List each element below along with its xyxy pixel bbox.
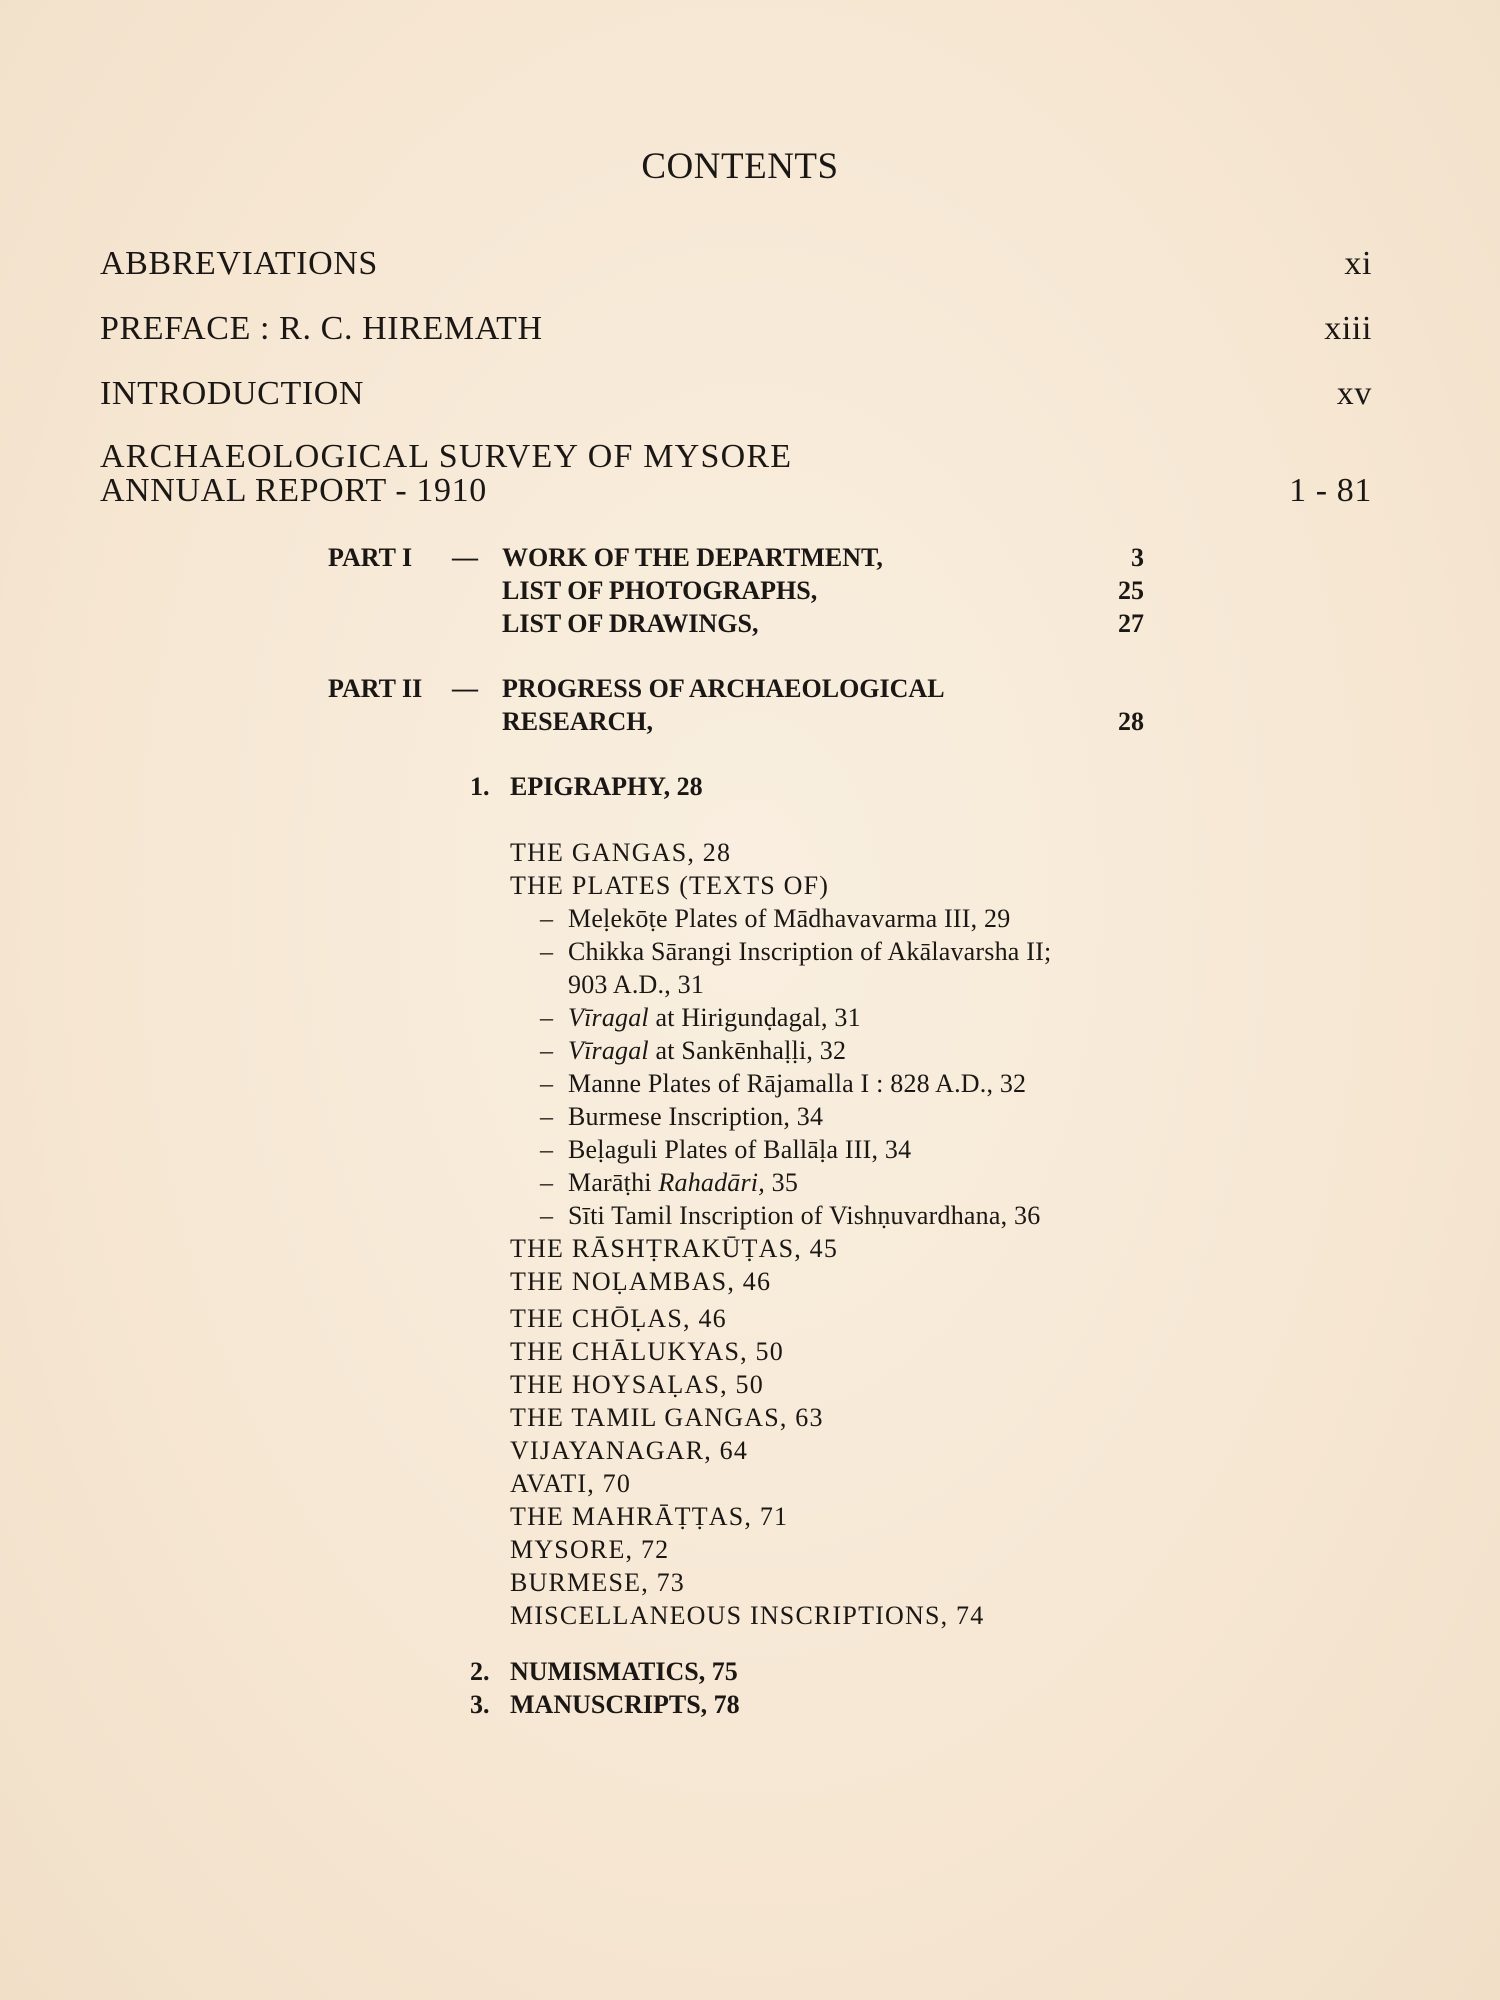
epigraphy-entries <box>510 836 1210 1632</box>
report-title-line2: ANNUAL REPORT - 1910 <box>100 472 487 509</box>
section-title: EPIGRAPHY, 28 <box>510 772 703 801</box>
list-item-sub <box>540 1199 1210 1232</box>
dash-marker: – <box>540 1069 554 1098</box>
part-2-row <box>328 672 1144 705</box>
dash-marker: – <box>540 1036 554 1065</box>
list-item: MYSORE, 72 <box>510 1535 670 1564</box>
part-1-item-text: LIST OF PHOTOGRAPHS, <box>502 576 818 605</box>
sub-entry-text: Chikka Sārangi Inscription of Akālavarsha II; <box>568 937 1052 966</box>
list-item: VIJAYANAGAR, 64 <box>510 1436 749 1465</box>
list-item-sub <box>540 1001 1210 1034</box>
part-2-label: PART II <box>328 674 423 703</box>
list-item-sub <box>540 1166 1210 1199</box>
part-2-text-line2: RESEARCH, <box>502 707 653 736</box>
part-1-dash: — <box>452 543 478 572</box>
sub-entry-italic: Vīragal <box>568 1036 649 1065</box>
sub-entry-text: Marāṭhi <box>568 1168 659 1197</box>
list-item: THE PLATES (TEXTS OF) <box>510 871 830 900</box>
part-1-item-text: LIST OF DRAWINGS, <box>502 609 759 638</box>
sub-entry-text: 35 <box>764 1168 799 1197</box>
list-item: THE TAMIL GANGAS, 63 <box>510 1403 824 1432</box>
list-item: THE GANGAS, 28 <box>510 838 732 867</box>
part-1-item-page: 25 <box>1118 576 1144 605</box>
list-item: THE RĀSHṬRAKŪṬAS, 45 <box>510 1234 839 1263</box>
sub-entry-italic: Vīragal <box>568 1003 649 1032</box>
toc-entry-introduction <box>100 375 1372 413</box>
sub-entry-text: Manne Plates of Rājamalla I : 828 A.D., 32 <box>568 1069 1027 1098</box>
sub-entry-text: Beḷaguli Plates of Ballāḷa III, 34 <box>568 1135 912 1164</box>
toc-entry-page: xi <box>1344 245 1372 282</box>
sub-entry-text: Burmese Inscription, 34 <box>568 1102 824 1131</box>
list-item: AVATI, 70 <box>510 1469 632 1498</box>
dash-marker: – <box>540 937 554 966</box>
list-item: MISCELLANEOUS INSCRIPTIONS, 74 <box>510 1601 985 1630</box>
toc-entry-preface <box>100 310 1372 348</box>
part-1-item-text: WORK OF THE DEPARTMENT, <box>502 543 883 572</box>
toc-entry-label: INTRODUCTION <box>100 375 365 412</box>
section-number: 3. <box>470 1690 490 1719</box>
section-title: MANUSCRIPTS, 78 <box>510 1690 740 1719</box>
dash-marker: – <box>540 1003 554 1032</box>
toc-entry-abbreviations <box>100 245 1372 283</box>
part-2-page: 28 <box>1118 707 1144 736</box>
sub-entry-text: at Hirigunḍagal, 31 <box>648 1003 861 1032</box>
list-item-sub <box>540 1034 1210 1067</box>
dash-marker: – <box>540 1135 554 1164</box>
list-item-sub <box>540 1067 1210 1100</box>
part-1-item-page: 27 <box>1118 609 1144 638</box>
list-item-sub <box>540 935 1210 1001</box>
part-1-row <box>328 541 1144 574</box>
dash-marker: – <box>540 904 554 933</box>
dash-marker: – <box>540 1168 554 1197</box>
part-1-row <box>328 607 1144 640</box>
part-1-block <box>328 541 1144 640</box>
sub-entry-text: Sīti Tamil Inscription of Vishṇuvardhana, 36 <box>568 1201 1041 1230</box>
page-title: CONTENTS <box>641 146 839 187</box>
list-item: THE HOYSAḶAS, 50 <box>510 1370 764 1399</box>
toc-entry-label: PREFACE : R. C. HIREMATH <box>100 310 543 347</box>
toc-entry-page: xiii <box>1324 310 1372 347</box>
part-1-row <box>328 574 1144 607</box>
sections-2-3 <box>470 1655 740 1721</box>
section-manuscripts <box>470 1688 740 1721</box>
list-item: THE NOḶAMBAS, 46 <box>510 1267 772 1296</box>
list-item: THE MAHRĀṬṬAS, 71 <box>510 1502 789 1531</box>
list-item: BURMESE, 73 <box>510 1568 686 1597</box>
part-2-dash: — <box>452 674 478 703</box>
toc-entry-label: ABBREVIATIONS <box>100 245 378 282</box>
dash-marker: – <box>540 1201 554 1230</box>
section-epigraphy <box>470 770 703 803</box>
part-1-label: PART I <box>328 543 413 572</box>
section-numismatics <box>470 1655 740 1688</box>
sub-entry-text: Meḷekōṭe Plates of Mādhavavarma III, 29 <box>568 904 1011 933</box>
report-title-line2-row <box>100 474 1372 508</box>
list-item-sub <box>540 902 1210 935</box>
report-title-line1: ARCHAEOLOGICAL SURVEY OF MYSORE <box>100 438 793 475</box>
report-pages: 1 - 81 <box>1289 472 1372 509</box>
list-item: THE CHĀLUKYAS, 50 <box>510 1337 784 1366</box>
list-item: THE CHŌḶAS, 46 <box>510 1304 727 1333</box>
part-2-row <box>328 705 1144 738</box>
toc-entry-page: xv <box>1336 375 1372 412</box>
part-2-block <box>328 672 1144 738</box>
section-number: 2. <box>470 1657 490 1686</box>
section-number: 1. <box>470 772 490 801</box>
section-title: NUMISMATICS, 75 <box>510 1657 738 1686</box>
part-2-text-line1: PROGRESS OF ARCHAEOLOGICAL <box>502 674 945 703</box>
sub-entry-continuation: 903 A.D., 31 <box>568 970 705 999</box>
list-item-sub <box>540 1100 1210 1133</box>
toc-entry-annual-report <box>100 440 1372 508</box>
part-1-item-page: 3 <box>1131 543 1144 572</box>
list-item-sub <box>540 1133 1210 1166</box>
sub-entry-italic: Rahadāri, <box>658 1168 765 1197</box>
dash-marker: – <box>540 1102 554 1131</box>
sub-entry-text: at Sankēnhaḷḷi, 32 <box>648 1036 847 1065</box>
